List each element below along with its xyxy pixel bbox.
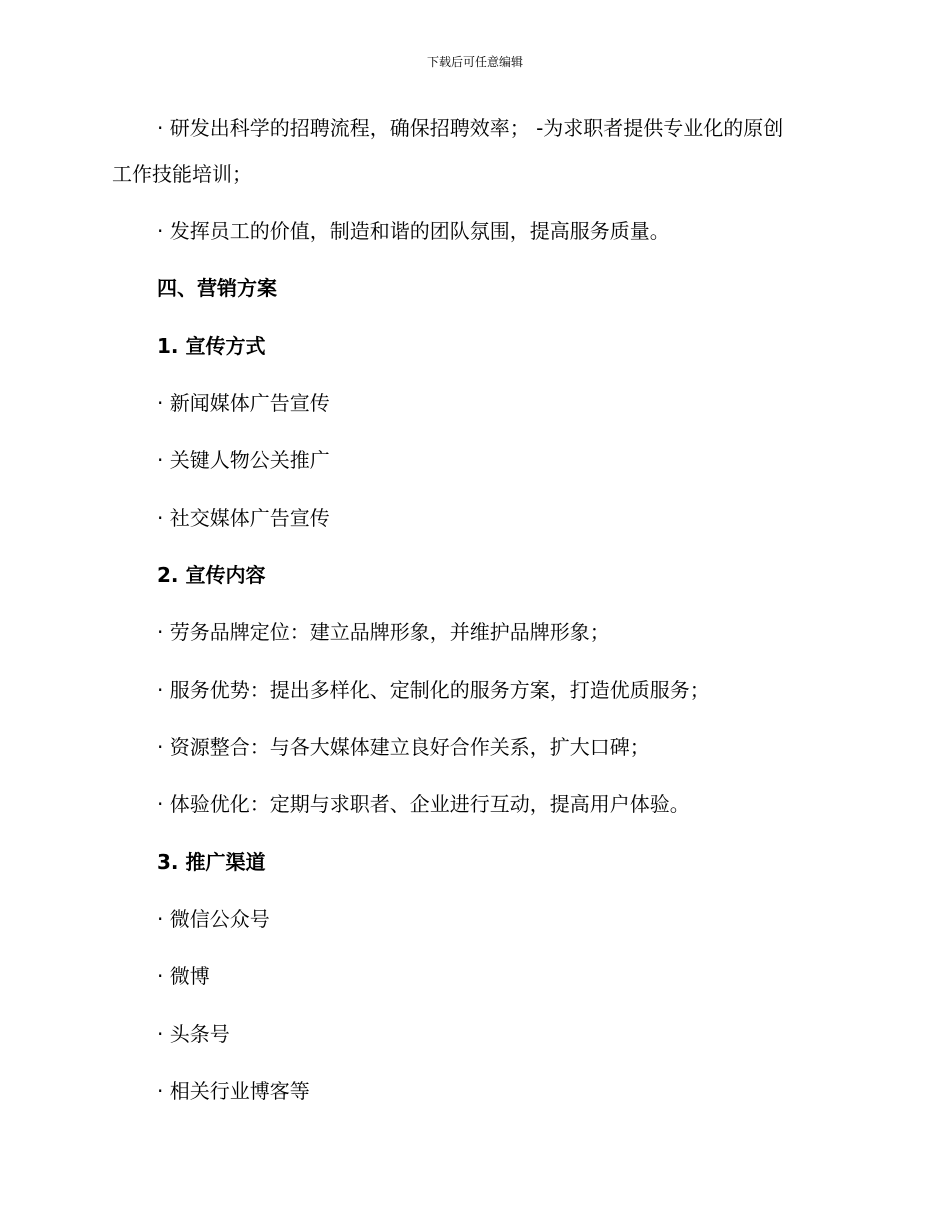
bullet-recruitment-process: · 研发出科学的招聘流程，确保招聘效率； -为求职者提供专业化的原创	[157, 116, 784, 140]
bullet-resource-integration: · 资源整合：与各大媒体建立良好合作关系，扩大口碑；	[157, 735, 650, 759]
bullet-service-advantage: · 服务优势：提出多样化、定制化的服务方案，打造优质服务；	[157, 678, 710, 702]
section-heading-marketing-plan: 四、营销方案	[157, 276, 277, 300]
bullet-industry-blogs: · 相关行业博客等	[157, 1079, 310, 1103]
bullet-key-person-pr: · 关键人物公关推广	[157, 448, 330, 472]
bullet-social-media-ads: · 社交媒体广告宣传	[157, 506, 330, 530]
bullet-weibo: · 微博	[157, 964, 210, 988]
subheading-promotion-channels: 3. 推广渠道	[157, 850, 266, 874]
page-header: 下载后可任意编辑	[426, 55, 523, 69]
bullet-brand-positioning: · 劳务品牌定位：建立品牌形象，并维护品牌形象；	[157, 620, 610, 644]
bullet-news-media-ads: · 新闻媒体广告宣传	[157, 391, 330, 415]
subheading-promotion-content: 2. 宣传内容	[157, 563, 266, 587]
bullet-recruitment-process-continued: 工作技能培训；	[112, 162, 252, 186]
bullet-employee-value: · 发挥员工的价值，制造和谐的团队氛围，提高服务质量。	[157, 219, 670, 243]
bullet-experience-optimization: · 体验优化：定期与求职者、企业进行互动，提高用户体验。	[157, 792, 690, 816]
bullet-toutiao: · 头条号	[157, 1022, 230, 1046]
bullet-wechat-official-account: · 微信公众号	[157, 907, 270, 931]
subheading-promotion-methods: 1. 宣传方式	[157, 334, 266, 358]
